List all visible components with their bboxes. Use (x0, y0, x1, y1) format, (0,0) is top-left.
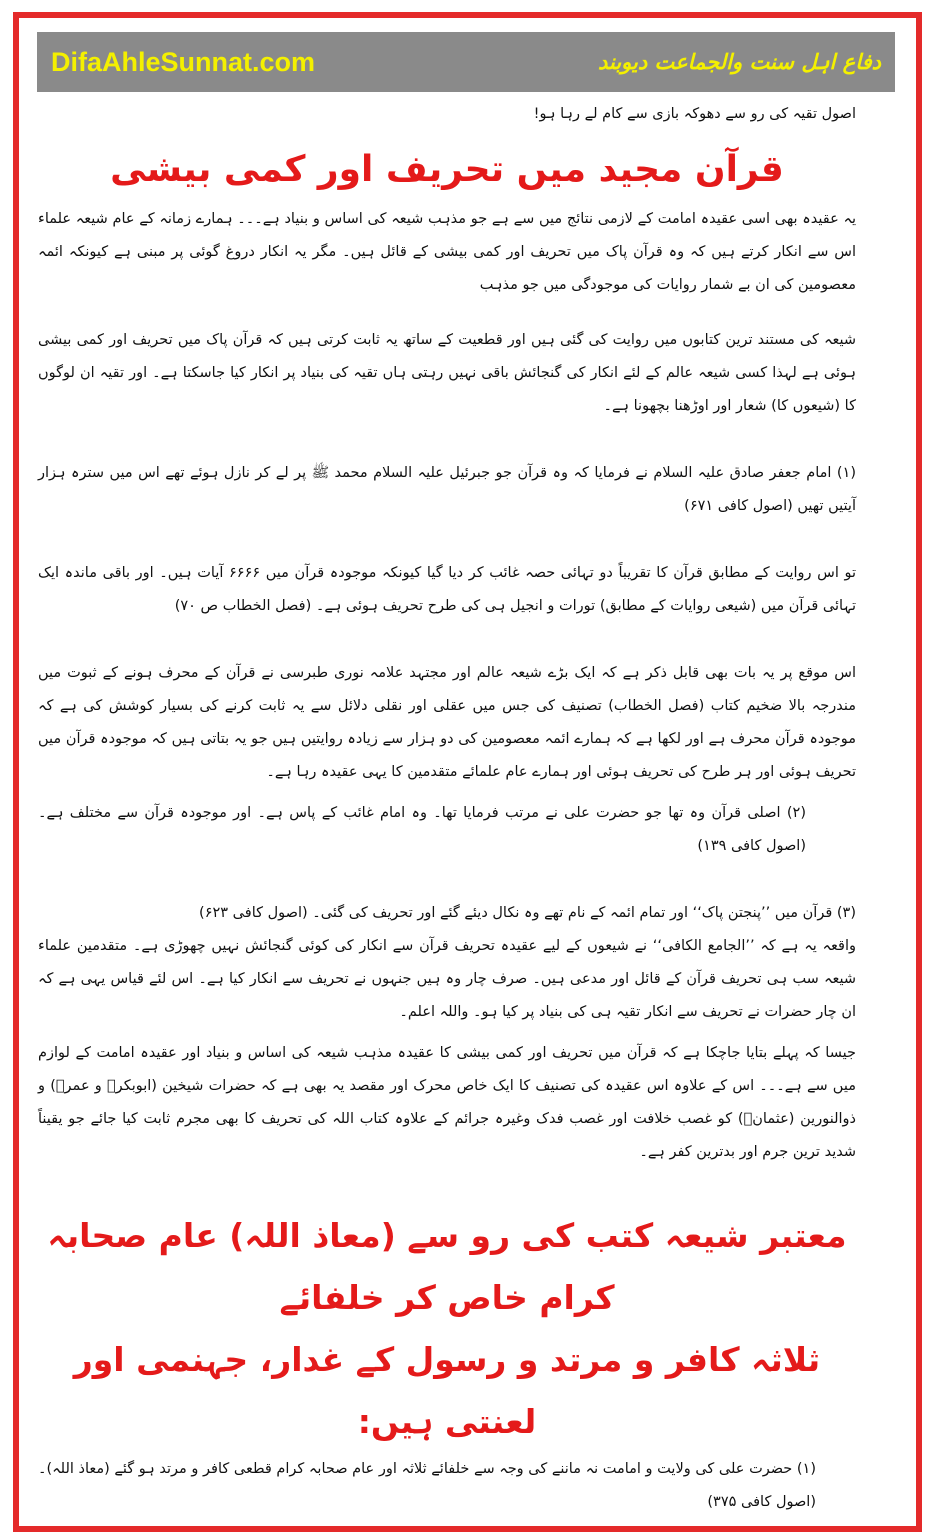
paragraph-2: شیعہ کی مستند ترین کتابوں میں روایت کی گئی ہیں اور قطعیت کے ساتھ یہ ثابت کرتی ہیں کہ قرآن پاک میں تحریف اور کمی بیشی ہوئی ہے لہذا کسی شیعہ عالم کے لئے انکار کی گنجائش باقی نہیں رہتی ہاں تقیہ کی بنیاد پر انکار کیا جاسکتا ہے۔ اور تقیہ ان لوگوں کا (شیعوں کا) شعار اور اوڑھنا بچھونا ہے۔ (38, 332, 856, 414)
paragraph-7: (۳) قرآن میں ’’پنجتن پاک‘‘ اور تمام ائمہ کے نام تھے وہ نکال دیئے گئے اور تحریف کی گئی۔ (اصول کافی ۶۲۳) (199, 905, 856, 921)
closing-line: (۱) حضرت علی کی ولایت و امامت نہ ماننے کی وجہ سے خلفائے ثلاثہ اور عام صحابہ کرام قطعی کافر و مرتد ہو گئے (معاذ اللہ)۔ (اصول کافی ۳۷۵) (38, 1461, 816, 1510)
paragraph-3: (۱) امام جعفر صادق علیہ السلام نے فرمایا کہ وہ قرآن جو جبرئیل علیہ السلام محمد ﷺ پر لے کر نازل ہوئے تھے اس میں سترہ ہزار آیتیں تھیں (اصول کافی ۶۷۱) (38, 465, 856, 514)
paragraph-5: اس موقع پر یہ بات بھی قابل ذکر ہے کہ ایک بڑے شیعہ عالم اور مجتہد علامہ نوری طبرسی نے قرآن کے محرف ہونے کے ثبوت میں مندرجہ بالا ضخیم کتاب (فصل الخطاب) تصنیف کی جس میں عقلی اور نقلی دلائل سے یہ ثابت کرنے کی بسیار کوشش کی ہے کہ موجودہ قرآن محرف ہے اور لکھا ہے کہ ہمارے ائمہ معصومین کی دو ہزار سے زیادہ روایتیں ہیں جو یہ بتاتی ہیں کہ موجودہ قرآن میں تحریف ہوئی اور ہر طرح کی تحریف ہوئی اور ہمارے عام علمائے متقدمین کا یہی عقیدہ رہا ہے۔ (38, 665, 856, 780)
paragraph-4: تو اس روایت کے مطابق قرآن کا تقریباً دو تہائی حصہ غائب کر دیا گیا کیونکہ موجودہ قرآن میں ۶۶۶۶ آیات ہیں۔ اور باقی ماندہ ایک تہائی قرآن میں (شیعی روایات کے مطابق) تورات و انجیل ہی کی طرح تحریف ہوئی ہے۔ (فصل الخطاب ص ۷۰) (38, 565, 856, 614)
paragraph-1: یہ عقیدہ بھی اسی عقیدہ امامت کے لازمی نتائج میں سے ہے جو مذہب شیعہ کی اساس و بنیاد ہے۔۔۔ ہمارے زمانہ کے عام شیعہ علماء اس سے انکار کرتے ہیں کہ وہ قرآن پاک میں تحریف اور کمی بیشی کے قائل ہیں۔ مگر یہ انکار دروغ گوئی پر مبنی ہے کیونکہ ائمہ معصومین کی ان بے شمار روایات کی موجودگی میں جو مذہب (38, 211, 856, 293)
site-title: دفاع اہل سنت والجماعت دیوبند (597, 50, 881, 74)
site-header (37, 32, 895, 92)
paragraph-6: (۲) اصلی قرآن وہ تھا جو حضرت علی نے مرتب فرمایا تھا۔ وہ امام غائب کے پاس ہے۔ اور موجودہ قرآن سے مختلف ہے۔ (اصول کافی ۱۳۹) (38, 805, 806, 854)
intro-line: اصول تقیہ کی رو سے دھوکہ بازی سے کام لے رہا ہو! (533, 106, 856, 122)
big-heading-line-1: معتبر شیعہ کتب کی رو سے (معاذ اللہ) عام صحابہ کرام خاص کر خلفائے (47, 1216, 847, 1317)
paragraph-8: واقعہ یہ ہے کہ ’’الجامع الکافی‘‘ نے شیعوں کے لیے عقیدہ تحریف قرآن سے انکار کی کوئی گنجائش نہیں چھوڑی ہے۔ متقدمین علماء شیعہ سب ہی تحریف قرآن کے قائل اور مدعی ہیں۔ صرف چار وہ ہیں جنہوں نے تحریف سے انکار کیا ہے۔ اس لئے قیاس یہی ہے کہ ان چار حضرات نے تحریف سے انکار تقیہ ہی کی بنیاد پر کیا ہو۔ واللہ اعلم۔ (38, 938, 856, 1020)
site-url[interactable]: DifaAhleSunnat.com (51, 46, 316, 77)
section-heading: قرآن مجید میں تحریف اور کمی بیشی (110, 149, 784, 190)
big-heading-line-2: ثلاثہ کافر و مرتد و رسول کے غدار، جہنمی اور لعنتی ہیں: (73, 1340, 821, 1441)
paragraph-9: جیسا کہ پہلے بتایا جاچکا ہے کہ قرآن میں تحریف اور کمی بیشی کا عقیدہ مذہب شیعہ کی اساس و بنیاد اور عقیدہ امامت کے لوازم میں سے ہے۔۔۔ اس کے علاوہ اس عقیدہ کی تصنیف کا ایک خاص محرک اور مقصد یہ بھی ہے کہ حضرات شیخین (ابوبکرؓ و عمرؓ) و ذوالنورین (عثمانؓ) کو غصب خلافت اور غصب فدک وغیرہ جرائم کے علاوہ کتاب اللہ کی تحریف کا بھی مجرم ثابت کیا جائے جو یقیناً شدید ترین جرم اور بدترین کفر ہے۔ (38, 1045, 856, 1160)
article-body (38, 92, 856, 1510)
